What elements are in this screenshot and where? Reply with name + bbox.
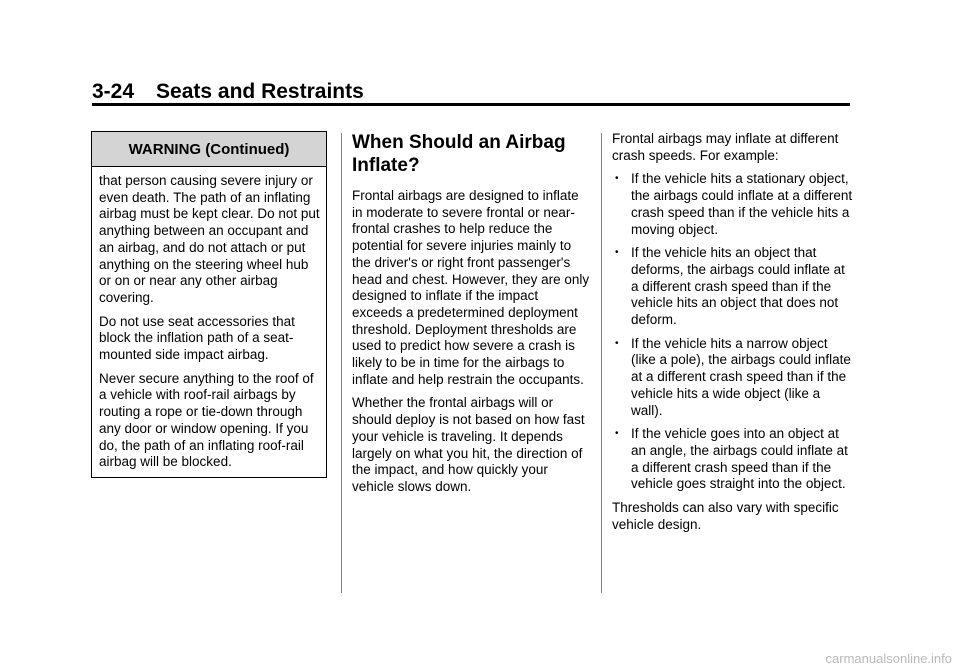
column-right	[612, 131, 854, 540]
list-item-text: If the vehicle hits a stationary object, the airbags could inflate at a different crash speed than if the vehicle hits a moving object.	[631, 171, 853, 237]
column-divider-2	[601, 133, 602, 593]
list-item-text: If the vehicle goes into an object at an angle, the airbags could inflate at a different crash speed than if the vehicle goes straight into the object.	[631, 426, 848, 492]
column-divider-1	[341, 133, 342, 593]
list-item-text: If the vehicle hits an object that deforms, the airbags could inflate at a different crash speed than if the vehicle hits an object that does not deform.	[631, 245, 845, 328]
closing-paragraph: Thresholds can also vary with specific vehicle design.	[612, 500, 839, 532]
section-heading: Seats and Restraints	[156, 80, 364, 103]
header-rule	[92, 103, 850, 106]
section-title: When Should an Airbag Inflate?	[352, 132, 566, 176]
warning-paragraph: that person causing severe injury or even death. The path of an inflating airbag must be kept clear. Do not put anything between an occupant and an airbag, and do not attach or put anything on the steering wheel hub or on or near any other airbag covering.	[99, 173, 320, 305]
bullet-icon: •	[615, 173, 619, 185]
page-number: 3-24	[92, 80, 135, 103]
bullet-icon: •	[615, 247, 619, 259]
list-item	[612, 245, 854, 329]
list-item-text: If the vehicle hits a narrow object (like a pole), the airbags could inflate at a different crash speed than if the vehicle hits a wide object (like a wall).	[631, 335, 851, 418]
warning-title: WARNING (Continued)	[92, 132, 326, 167]
list-item	[612, 171, 854, 238]
list-item	[612, 426, 854, 493]
watermark: carmanualsonline.info	[825, 651, 952, 666]
page-header	[92, 80, 850, 104]
bullet-list	[612, 171, 854, 493]
warning-body	[92, 167, 326, 477]
column-middle	[352, 131, 592, 503]
bullet-icon: •	[615, 337, 619, 349]
warning-paragraph: Do not use seat accessories that block the inflation path of a seat-mounted side impact airbag.	[99, 313, 295, 363]
bullet-icon: •	[615, 428, 619, 440]
intro-paragraph: Frontal airbags may inflate at different crash speeds. For example:	[612, 131, 839, 163]
warning-paragraph: Never secure anything to the roof of a vehicle with roof-rail airbags by routing a rope or tie-down through any door or window opening. If you do, the path of an inflating roof-rail airbag will be blocked.	[99, 370, 314, 470]
list-item	[612, 336, 854, 420]
body-paragraph: Whether the frontal airbags will or should deploy is not based on how fast your vehicle is traveling. It depends largely on what you hit, the direction of the impact, and how quickly your vehicle slows down.	[352, 395, 585, 494]
body-paragraph: Frontal airbags are designed to inflate in moderate to severe frontal or near-frontal crashes to help reduce the potential for severe injuries mainly to the driver's or right front passenger's head and chest. However, they are only designed to inflate if the impact exceeds a predetermined deployment threshold. Deployment thresholds are used to predict how severe a crash is likely to be in time for the airbags to inflate and help restrain the occupants.	[352, 188, 590, 387]
warning-box	[91, 131, 327, 478]
